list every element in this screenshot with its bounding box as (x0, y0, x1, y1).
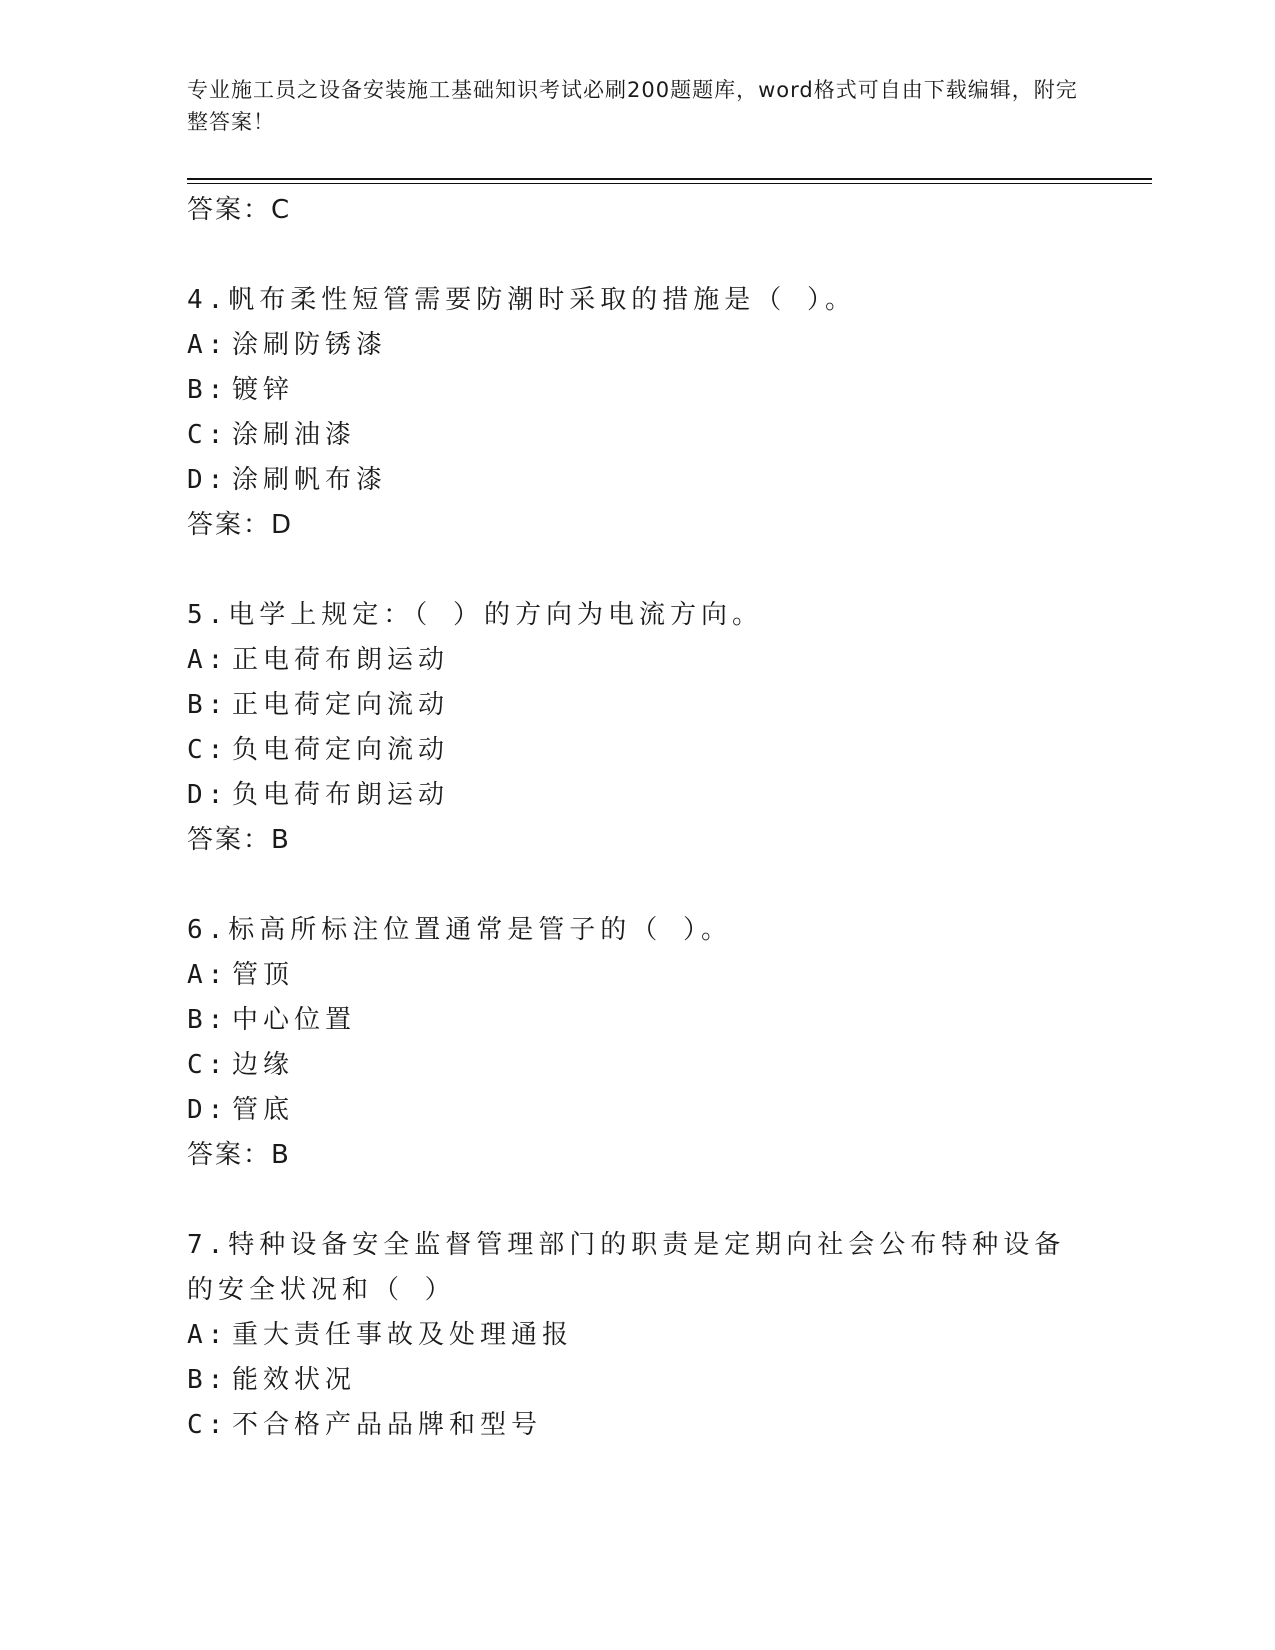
answer-line: 答案：B (187, 1140, 291, 1170)
option-b (187, 368, 1087, 413)
option-text: 涂刷油漆 (232, 420, 357, 450)
option-label: D: (187, 780, 229, 810)
option-label: A: (187, 1320, 229, 1350)
option-c (187, 728, 1087, 773)
option-label: B: (187, 375, 229, 405)
question-stem: 5.电学上规定：（ ）的方向为电流方向。 (187, 600, 763, 630)
option-text: 镀锌 (232, 375, 295, 405)
option-text: 正电荷定向流动 (232, 690, 450, 720)
option-label: D: (187, 1095, 229, 1125)
option-label: B: (187, 1005, 229, 1035)
answer-line: 答案：B (187, 825, 291, 855)
option-label: B: (187, 690, 229, 720)
option-a (187, 953, 1087, 998)
answer-line: 答案：D (187, 510, 294, 540)
option-text: 涂刷帆布漆 (232, 465, 388, 495)
option-label: D: (187, 465, 229, 495)
question-stem: 7.特种设备安全监督管理部门的职责是定期向社会公布特种设备的安全状况和（ ） (187, 1230, 1066, 1305)
option-text: 负电荷定向流动 (232, 735, 450, 765)
option-b (187, 1358, 1087, 1403)
question-item (187, 1223, 1087, 1448)
answer-line: 答案：C (187, 195, 292, 225)
option-label: C: (187, 1050, 229, 1080)
option-text: 涂刷防锈漆 (232, 330, 388, 360)
option-c (187, 413, 1087, 458)
question-item (187, 908, 1087, 1178)
option-c (187, 1403, 1087, 1448)
option-label: B: (187, 1365, 229, 1395)
option-d (187, 458, 1087, 503)
question-item (187, 278, 1087, 548)
option-d (187, 773, 1087, 818)
option-text: 正电荷布朗运动 (232, 645, 450, 675)
option-text: 管顶 (232, 960, 295, 990)
option-label: A: (187, 645, 229, 675)
question-item (187, 593, 1087, 863)
option-label: C: (187, 735, 229, 765)
document-header-title: 专业施工员之设备安装施工基础知识考试必刷200题题库，word格式可自由下载编辑，附完整答案！ (187, 78, 1078, 134)
option-text: 负电荷布朗运动 (232, 780, 450, 810)
option-a (187, 638, 1087, 683)
header-divider-thick (187, 178, 1152, 180)
option-a (187, 1313, 1087, 1358)
option-text: 重大责任事故及处理通报 (232, 1320, 574, 1350)
option-text: 管底 (232, 1095, 295, 1125)
option-d (187, 1088, 1087, 1133)
option-c (187, 1043, 1087, 1088)
question-stem: 4.帆布柔性短管需要防潮时采取的措施是（ ）。 (187, 285, 856, 315)
option-label: C: (187, 420, 229, 450)
option-text: 边缘 (232, 1050, 295, 1080)
option-a (187, 323, 1087, 368)
question-stem: 6.标高所标注位置通常是管子的（ ）。 (187, 915, 732, 945)
option-b (187, 998, 1087, 1043)
option-text: 中心位置 (232, 1005, 357, 1035)
option-label: A: (187, 960, 229, 990)
option-label: A: (187, 330, 229, 360)
header-divider-thin (187, 183, 1152, 184)
option-label: C: (187, 1410, 229, 1440)
option-b (187, 683, 1087, 728)
option-text: 不合格产品品牌和型号 (232, 1410, 543, 1440)
question-list (187, 188, 1087, 1448)
option-text: 能效状况 (232, 1365, 357, 1395)
